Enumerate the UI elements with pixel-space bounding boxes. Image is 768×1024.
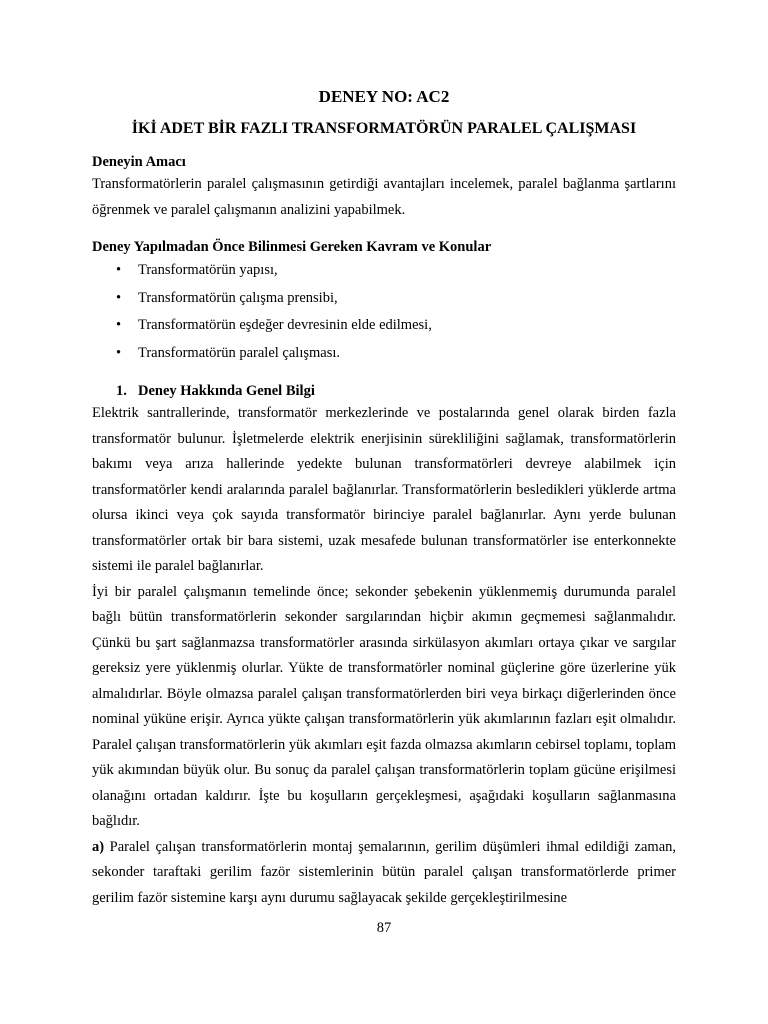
list-item: • Transformatörün eşdeğer devresinin elde edilmesi, (116, 312, 676, 340)
aim-text: Transformatörlerin paralel çalışmasının getirdiği avantajları incelemek, paralel bağlanma şartlarını öğrenmek ve paralel çalışmanın analizini yapabilmek. (92, 176, 676, 218)
document-subtitle: İKİ ADET BİR FAZLI TRANSFORMATÖRÜN PARALEL ÇALIŞMASI (131, 120, 637, 137)
aim-heading: Deneyin Amacı (92, 154, 186, 170)
section-heading-text: Deney Hakkında Genel Bilgi (138, 383, 315, 399)
general-info-paragraph-1: Elektrik santrallerinde, transformatör merkezlerinde ve postalarında genel olarak birden fazla transformatör bulunur. İşletmelerde elektrik enerjisinin sürekliliğini sağlamak, transformatörlerin bakımı veya arıza hallerinde yedekte bulunan transformatörleri devreye alabilmek için transformatörler kendi aralarında paralel bağlanırlar. Transformatörlerin besledikleri yüklerde artma olursa ikinci veya çok sayıda transformatör birinciye paralel bağlanırlar. Aynı yerde bulunan transformatörler ortak bir bara sistemi, uzak mesafede bulunan transformatörler ise enterkonnekte sistemi ile paralel bağlanırlar. (92, 405, 676, 574)
spacer (92, 223, 676, 237)
list-item: • Transformatörün yapısı, (116, 257, 676, 285)
prereq-heading: Deney Yapılmadan Önce Bilinmesi Gereken Kavram ve Konular (92, 239, 492, 255)
section-number: 1. (116, 383, 127, 399)
general-info-paragraph-2: İyi bir paralel çalışmanın temelinde önce; sekonder şebekenin yüklenmemiş durumunda paralel bağlı bütün transformatörlerin sekonder sargılarından hiçbir akımın geçmemesi sağlanmalıdır. Çünkü bu şart sağlanmazsa transformatörler arasında sirkülasyon akımları ortaya çıkar ve sargılar gereksiz yere yüklenmiş olurlar. Yükte de transformatörler nominal güçlerine göre üzerlerine yük almalıdırlar. Böyle olmazsa paralel çalışan transformatörlerden biri veya birkaçı diğerlerinden önce nominal yüküne erişir. Ayrıca yükte çalışan transformatörlerin yük akımlarının fazları eşit olmalıdır. Paralel çalışan transformatörlerin yük akımları eşit fazda olmazsa akımların cebirsel toplamı, toplam yük akımından büyük olur. Bu sonuç da paralel çalışan transformatörlerin toplam gücüne erişilmesi olanağını ortadan kaldırır. İşte bu koşulların gerçekleşmesi, aşağıdaki koşulların sağlanmasına bağlıdır. (92, 583, 676, 829)
list-item: • Transformatörün çalışma prensibi, (116, 285, 676, 313)
aim-section (92, 152, 676, 223)
page-number: 87 (376, 920, 392, 936)
condition-a-text: Paralel çalışan transformatörlerin montaj şemalarının, gerilim düşümleri ihmal edildiği zaman, sekonder taraftaki gerilim fazör sistemlerinin bütün paralel çalışan transformatörlerde primer gerilim fazör sistemine karşı aynı durumu sağlayacak şekilde gerçekleştirilmesine (92, 838, 676, 906)
document-title: DENEY NO: AC2 (318, 87, 450, 106)
list-item: • Transformatörün paralel çalışması. (116, 340, 676, 368)
general-info-heading (92, 381, 676, 401)
prereq-section (92, 237, 676, 367)
document-body (92, 86, 676, 911)
prereq-list (92, 257, 676, 367)
general-info-section (92, 381, 676, 911)
condition-a-label: a) (92, 838, 105, 855)
condition-a (92, 835, 676, 912)
spacer (92, 367, 676, 381)
